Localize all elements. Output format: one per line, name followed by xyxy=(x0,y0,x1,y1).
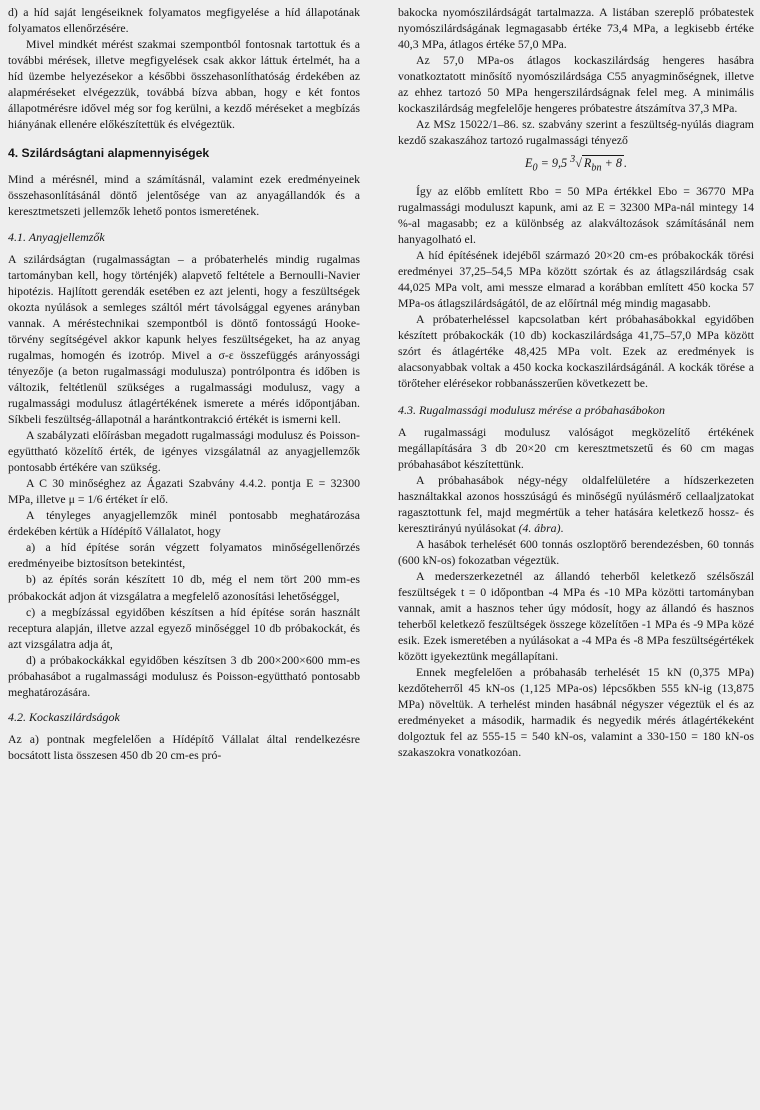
paragraph-average-strength: Az 57,0 MPa-os átlagos kockaszilárdság hengeres hasábra vonatkoztatott minősítő nyomószilárdsága C55 anyagminőségnek, illetve az ehhez tartozó 50 MPa hengerszilárdságnak felel meg. A minimális kockaszilárdság megfelelője hengeres próbatestre átszámítva 37,3 MPa. xyxy=(398,53,754,116)
equation-root-index: 3 xyxy=(570,154,576,166)
paragraph-load-steps: Ennek megfelelően a próbahasáb terhelését 15 kN (0,375 MPa) kezdőteherről 45 kN-os (1,125 MPa-os) lépcsőkben 555 kN-ig (13,875 MPa) növeltük. A terhelést minden hasábnál négyszer végeztük el és az eredményeket a második, harmadik és negyedik mérés átlagértékeként dolgoztuk fel az 555-15 = 540 kN-os, valamint a 330-150 = 180 kN-os szakaszokra vonatkozóan. xyxy=(398,665,754,760)
equation-end: . xyxy=(623,156,627,171)
elasticity-equation: $E_0 = 9,5$ $^3$√ $R_{bn} + 8$ . xyxy=(525,154,627,174)
radicand-subscript: bn xyxy=(591,162,602,174)
list-item-b: b) az építés során készített 10 db, még el nem tört 200 mm-es próbakockát adjon át vizsgálatra a megfelelő azonosítási lehetőséggel, xyxy=(8,572,360,603)
left-column xyxy=(8,4,360,763)
paragraph-stress-range: A mederszerkezetnél az állandó teherből keletkező szélsőszál feszültségek t = 0 időpontban -4 MPa és -10 MPa közötti tartományban vannak, amit a hasznos teher úgy módosít, hogy az állandó és hasznos teherből keletkező feszültségek összege közelítően -1 MPa és -9 MPa közé esik. Ezek ismeretében a nyúlásokat a -4 MPa és -8 MPa feszültségértékek között igyekeztünk megállapítani. xyxy=(398,568,754,664)
strain-gauges-end: . xyxy=(560,520,564,535)
paragraph-intro: Mind a mérésnél, mind a számításnál, valamint ezek eredményeinek összehasonlításánál döntő jelentősége van az anyagállandók és a keresztmetszeti jellemzők lehető pontos ismeretének. xyxy=(8,172,360,219)
section-heading-4: 4. Szilárdságtani alapmennyiségek xyxy=(8,146,210,161)
paragraph-d-observation: d) a híd saját lengéseiknek folyamatos megfigyelése a híd állapotának folyamatos ellenőrzésére. xyxy=(8,5,360,36)
paragraph-rationale: Mivel mindkét mérést szakmai szempontból fontosnak tartottuk és a további mérések, illetve megfigyelések csak akkor láttuk értelmét, ha a híd üzembe helyezésekor a későbbi összehasonlíthatóság érdekében az alapméréseket elvégezzük, továbbá bízva abban, hogy e két fontos állapotmérésre idővel még sor fog kerülni, a kezdő méréseket a megbízás hiányának ellenére előkészítettük és elvégeztük. xyxy=(8,37,360,132)
paragraph-standard: Az MSz 15022/1–86. sz. szabvány szerint a feszültség-nyúlás diagram kezdő szakaszához tartozó rugalmassági tényező xyxy=(398,117,754,148)
right-column xyxy=(398,4,754,761)
subsection-heading-4-3: 4.3. Rugalmassági modulusz mérése a próbahasábokon xyxy=(398,402,665,417)
list-item-a: a) a híd építése során végzett folyamatos minőségellenőrzés eredményeibe biztosítson betekintést, xyxy=(8,540,360,571)
paragraph-modulus-measure: A rugalmassági modulusz valóságot megközelítő értékének megállapítására 3 db 20×20 cm keresztmetszetű és 60 cm magas próbahasábot készítettünk. xyxy=(398,424,754,471)
paragraph-cube-list: Az a) pontnak megfelelően a Hídépítő Vállalat által rendelkezésre bocsátott lista összesen 450 db 20 cm-es pró- xyxy=(8,731,360,762)
paragraph-loading: A hasábok terhelését 600 tonnás oszloptörő berendezésben, 60 tonnás (600 kN-os) fokozatban végeztük. xyxy=(398,536,754,567)
list-item-c: c) a megbízással egyidőben készítsen a híd építése során használt receptura alapján, illetve azzal egyező minőséggel 10 db próbakockát, és azt vizsgálatra adja át, xyxy=(8,604,360,651)
paragraph-strain-gauges xyxy=(398,472,754,536)
equation-radicand xyxy=(582,155,624,174)
list-item-d: d) a próbakockákkal egyidőben készítsen 3 db 200×200×600 mm-es próbahasábot a rugalmassági modulusz és Poisson-együttható pontosabb meghatározására. xyxy=(8,652,360,699)
paragraph-request: A tényleges anyagjellemzők minél pontosabb meghatározása érdekében kértük a Hídépítő Vállalatot, hogy xyxy=(8,508,360,539)
paragraph-strength-theory: A szilárdságtan (rugalmasságtan – a próbaterhelés mindig rugalmas tartományban kell, hogy történjék) alapvető feltétele a Bernoulli-Navier hipotézis. Hajlított gerendák esetében ez azt jelenti, hogy a feszültségek okozta nyúlások a semleges száltól mért távolsággal egyenes arányban vannak. A méréstechnikai szempontból is döntő fontosságú Hooke-törvény segítségével akkor kapunk helyes feszültségeket, ha az anyag rugalmas, homogén és izotróp. Mivel a σ-ε összefüggés arányossági tényezője (a beton rugalmassági modulusza) pontrólpontra és időben is változik, feltétlenül szükséges a rugalmassági modulusz, vagy a rugalmassági modulusz átlagértékének ismerete a mérés időpontjában. Síkbeli feszültség-állapotnál a harántkontrakció értékét is ismerni kell. xyxy=(8,251,360,426)
radicand-symbol: R xyxy=(583,156,592,171)
subsection-heading-4-1: 4.1. Anyagjellemzők xyxy=(8,229,105,244)
paragraph-c30: A C 30 minőséghez az Ágazati Szabvány 4.4.2. pontja E = 32300 MPa, illetve μ = 1/6 értéket ír elő. xyxy=(8,476,360,507)
equation-lhs: E xyxy=(525,156,533,171)
paragraph-modulus-result: Így az előbb említett Rbo = 50 MPa értékkel Ebo = 36770 MPa rugalmassági moduluszt kapunk, ami az E = 32300 MPa-nál mintegy 14 %-al magasabb; ez a különbség az alakváltozások számításánál nem hanyagolható el. xyxy=(398,183,754,247)
radicand-tail: + 8 xyxy=(601,156,622,171)
equation-lhs-subscript: 0 xyxy=(532,162,538,174)
paragraph-test-cubes: A próbaterheléssel kapcsolatban kért próbahasábokkal egyidőben készített próbakockák (10 db) kockaszilárdsága 41,75–57,0 MPa között szórt és átlagértéke 48,425 MPa volt. Ezek az eredmények is alacsonyabbak voltak a 450 kocka kockaszilárdságánál. A kockák törése a törőteher elérésekor robbanásszerűen következett be. xyxy=(398,312,754,391)
subsection-heading-4-2: 4.2. Kockaszilárdságok xyxy=(8,709,120,724)
paragraph-regulation: A szabályzati előírásban megadott rugalmassági modulusz és Poisson-együttható közelítő érték, de igényes vizsgálatnál az anyagjellemzők pontosabb értékére van szükség. xyxy=(8,428,360,475)
strain-gauges-text: A próbahasábok négy-négy oldalfelületére a hídszerkezeten használtakkal azonos hosszúságú és minőségű nyúlásmérő cellaaljzatokat ragasztottunk fel, majd megmértük a teher hatására keletkező hossz- és keresztirányú nyúlásokat xyxy=(398,472,754,535)
paragraph-bridge-cubes: A híd építésének idejéből származó 20×20 cm-es próbakockák törési eredményei 37,25–54,5 MPa között szórtak és az átlagszilárdság csak 44,025 MPa volt, ami messze elmarad a korábban említett 450 kocka 57 MPa-os átlagszilárdságától, de az előírtnál még mindig magasabb. xyxy=(398,248,754,311)
equation-coefficient: = 9,5 xyxy=(537,156,571,171)
paragraph-cube-strength: bakocka nyomószilárdságát tartalmazza. A listában szereplő próbatestek nyomószilárdságának legmagasabb értéke 73,4 MPa, a legkisebb értéke 40,3 MPa, átlagos értéke 57,0 MPa. xyxy=(398,5,754,52)
figure-reference: (4. ábra) xyxy=(518,520,561,535)
